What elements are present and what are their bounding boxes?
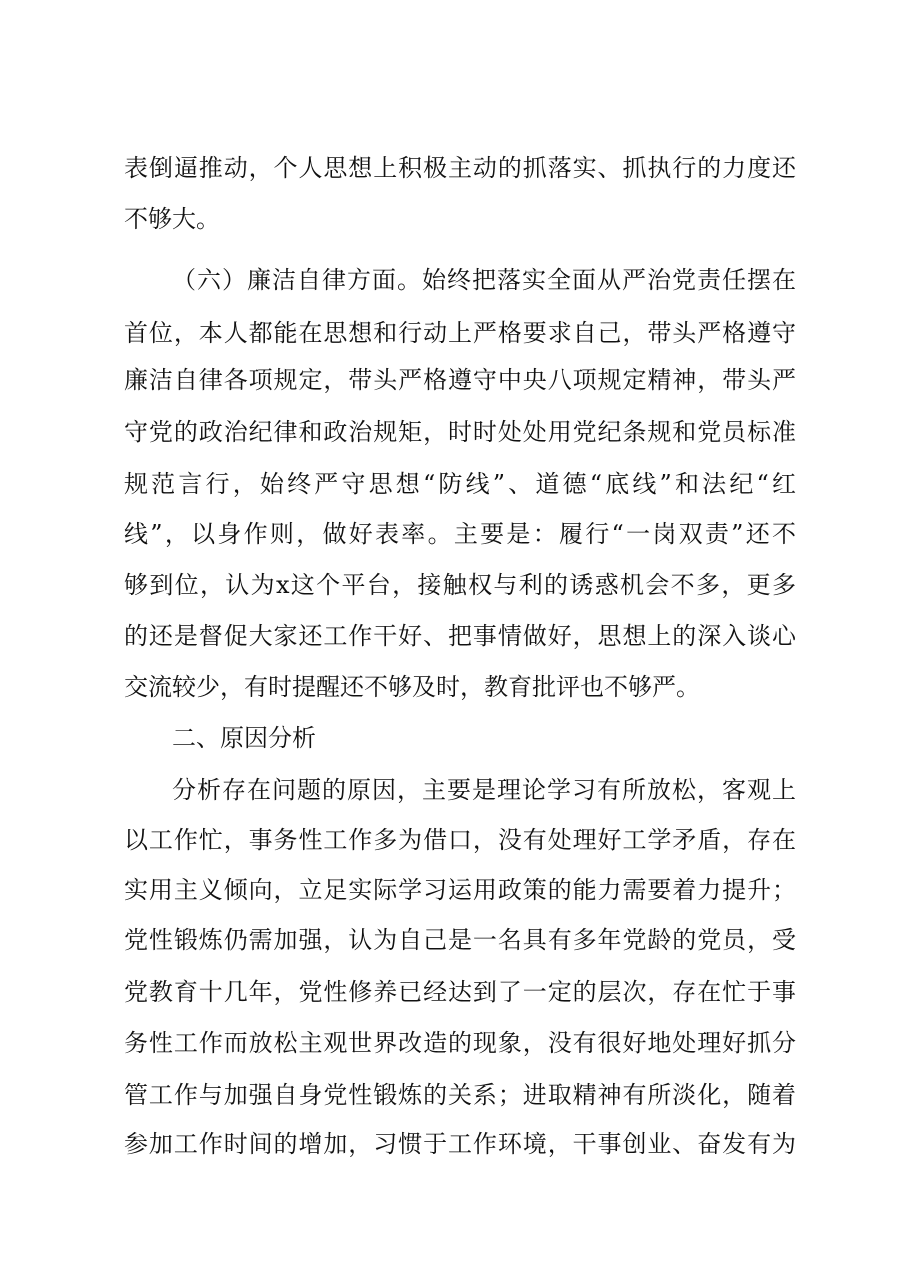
text-line: 分析存在问题的原因，主要是理论学习有所放松，客观上 — [172, 776, 796, 804]
text-line: 党教育十几年，党性修养已经达到了一定的层次，存在忙于事 — [124, 978, 796, 1006]
text-line: 守党的政治纪律和政治规矩，时时处处用党纪条规和党员标准 — [124, 418, 796, 446]
text-line: 线”，以身作则，做好表率。主要是：履行“一岗双责”还不 — [124, 520, 796, 548]
text-line: 表倒逼推动，个人思想上积极主动的抓落实、抓执行的力度还 — [124, 154, 796, 182]
text-line: 不够大。 — [124, 205, 220, 233]
text-line: 规范言行，始终严守思想“防线”、道德“底线”和法纪“红 — [124, 470, 796, 498]
text-line: 参加工作时间的增加，习惯于工作环境，干事创业、奋发有为 — [124, 1130, 796, 1158]
text-line: 党性锻炼仍需加强，认为自己是一名具有多年党龄的党员，受 — [124, 926, 796, 954]
section-heading: 二、原因分析 — [172, 724, 316, 752]
text-line: 交流较少，有时提醒还不够及时，教育批评也不够严。 — [124, 673, 700, 701]
text-line: 务性工作而放松主观世界改造的现象，没有很好地处理好抓分 — [124, 1029, 796, 1057]
text-line: 的还是督促大家还工作干好、把事情做好，思想上的深入谈心 — [124, 622, 796, 650]
text-line: 廉洁自律各项规定，带头严格遵守中央八项规定精神，带头严 — [124, 366, 796, 394]
section-heading-line: （六）廉洁自律方面。始终把落实全面从严治党责任摆在 — [172, 266, 796, 294]
text-line: 管工作与加强自身党性锻炼的关系；进取精神有所淡化，随着 — [124, 1081, 796, 1109]
text-line: 够到位，认为x这个平台，接触权与利的诱惑机会不多，更多 — [124, 571, 796, 599]
text-line: 实用主义倾向，立足实际学习运用政策的能力需要着力提升； — [124, 876, 796, 904]
text-line: 首位，本人都能在思想和行动上严格要求自己，带头严格遵守 — [124, 319, 796, 347]
text-line: 以工作忙，事务性工作多为借口，没有处理好工学矛盾，存在 — [124, 826, 796, 854]
